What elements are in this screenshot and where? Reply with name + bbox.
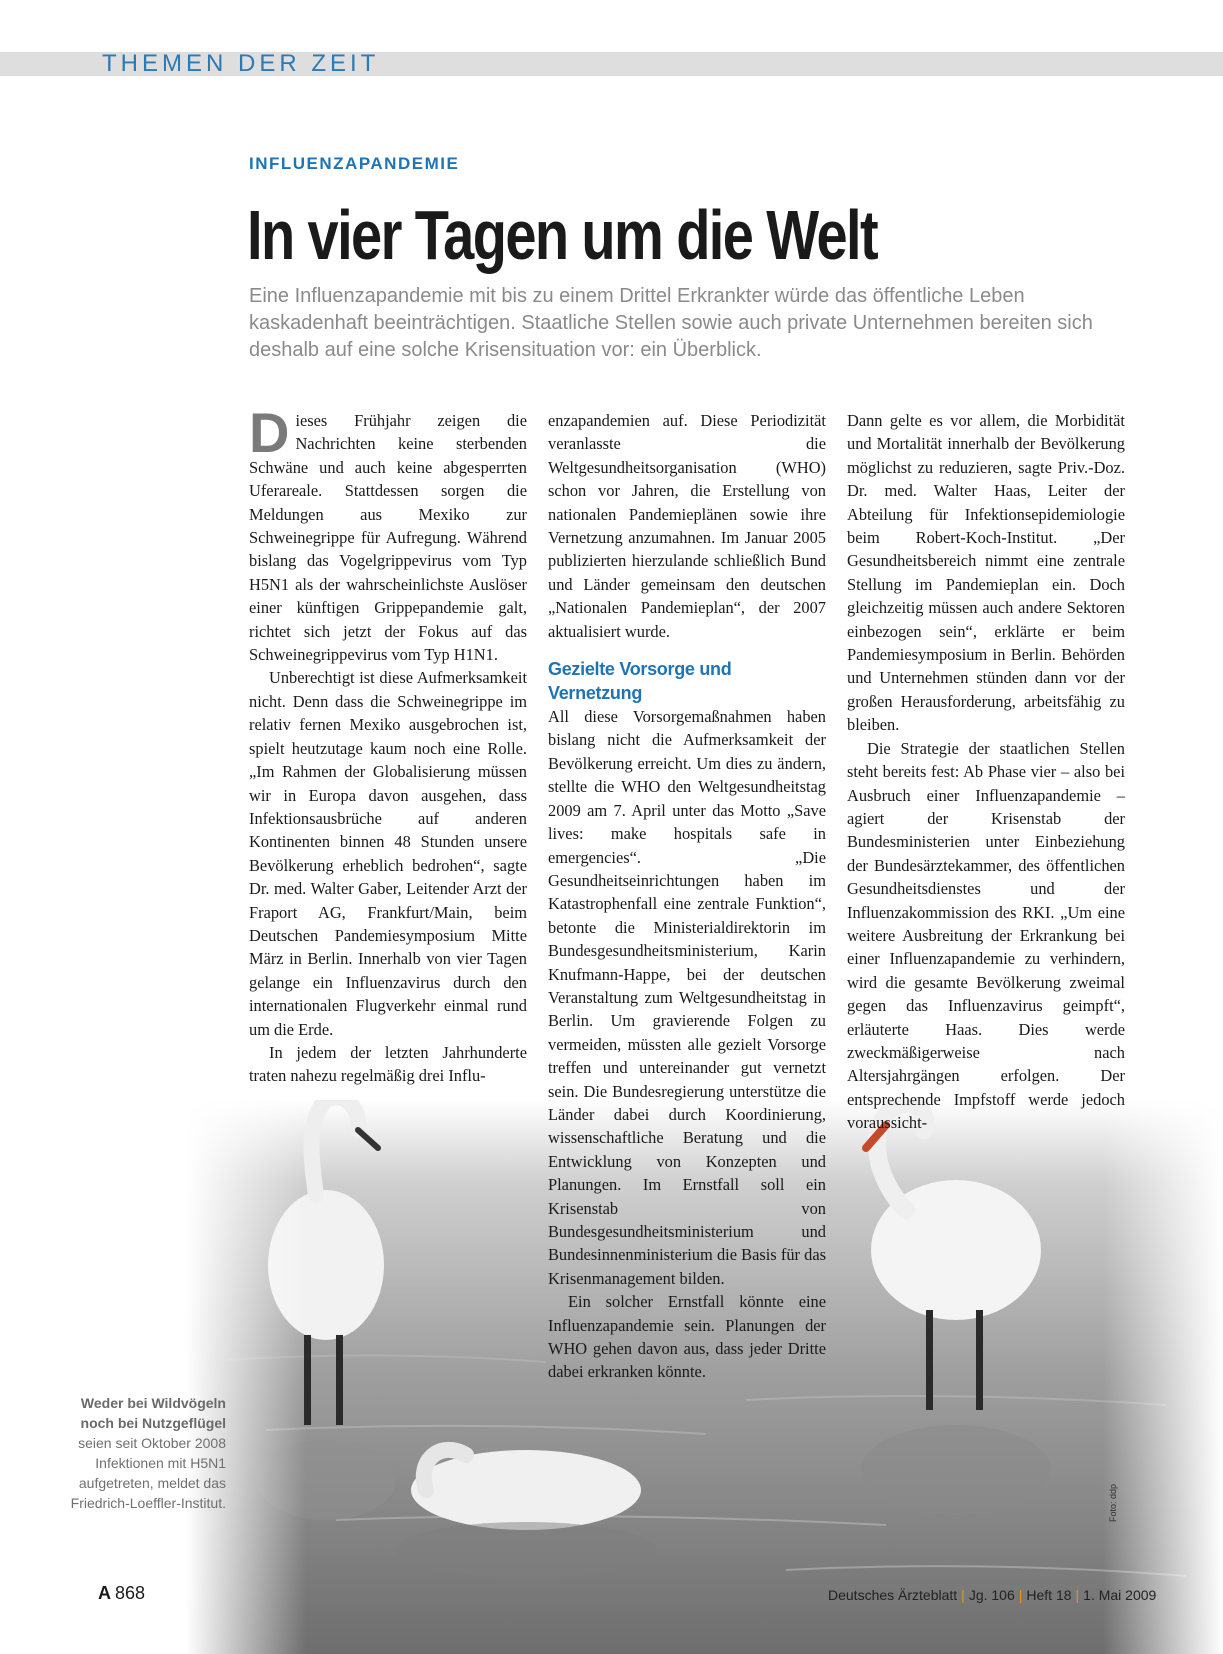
article-lead: Eine Influenzapandemie mit bis zu einem Drittel Erkrankter würde das öffentliche Leben kaskadenhaft beeinträchtigen. Staatliche Stellen sowie auch private Unternehmen bereiten sich deshalb auf eine solche Krisensituation vor: ein Überblick. (249, 285, 1093, 361)
article-kicker: INFLUENZAPANDEMIE (249, 154, 460, 173)
footer-separator: | (961, 1587, 965, 1603)
footer-separator: | (1075, 1587, 1080, 1603)
paragraph: Unberechtigt ist diese Aufmerksamkeit nicht. Denn dass die Schweinegrippe im relativ fernen Mexiko ausgebrochen ist, spielt heutzutage kaum noch eine Rolle. „Im Rahmen der Globalisierung müssen wir in Europa davon ausgehen, dass Infektionsausbrüche auf anderen Kontinenten binnen 48 Stunden unsere Bevölkerung erheblich bedrohen“, sagte Dr. med. Walter Gaber, Leitender Arzt der Fraport AG, Frankfurt/Main, beim Deutschen Pandemiesymposium Mitte März in Berlin. Innerhalb von vier Tagen gelange ein Influenzavirus durch den internationalen Flugverkehr einmal rund um die Erde. (249, 668, 527, 1039)
page-number (98, 1583, 145, 1604)
text-column-3 (847, 409, 1125, 1135)
swan-lying (396, 1450, 656, 1578)
photo-caption (60, 1393, 226, 1513)
text-column-1 (249, 401, 527, 1088)
journal-footer (828, 1587, 1156, 1603)
subheading: Gezielte Vorsorge und Vernetzung (548, 659, 732, 704)
journal-volume: Jg. 106 (968, 1587, 1015, 1603)
page-prefix: A (98, 1583, 111, 1603)
caption-text: seien seit Oktober 2008 Infektionen mit H5N1 aufgetreten, meldet das Friedrich-Loeffler-Institut. (70, 1435, 226, 1511)
paragraph: All diese Vorsorgemaßnahmen haben bislang nicht die Aufmerksamkeit der Bevölkerung erreicht. Um dies zu ändern, stellte die WHO den Weltgesundheitstag 2009 am 7. April unter das Motto „Save lives: make hospitals safe in emergencies“. „Die Gesundheitseinrichtungen haben im Katastrophenfall eine zentrale Funktion“, betonte die Ministerialdirektorin im Bundesgesundheitsministerium, Karin Knufmann-Happe, bei der deutschen Veranstaltung zum Weltgesundheitstag in Berlin. Um gravierende Folgen zu vermeiden, müssten alle gezielt Vorsorge treffen und untereinander gut vernetzt sein. Die Bundesregierung unterstütze die Länder dabei durch Koordinierung, wissenschaftliche Beratung und die Entwicklung von Konzepten und Planungen. Im Ernstfall soll ein Krisenstab von Bundesgesundheitsministerium und Bundesinnenministerium die Basis für das Krisenmanagement bilden. (548, 707, 826, 1288)
paragraph: Die Strategie der staatlichen Stellen steht bereits fest: Ab Phase vier – also bei Ausbruch einer Influenzapandemie – agiert der Krisenstab der Bundesministerien unter Einbeziehung der Bundesärztekammer, des öffentlichen Gesundheitsdienstes und der Influenzakommission des RKI. „Um eine weitere Ausbreitung der Erkrankung bei einer Influenzapandemie zu verhindern, wird die gesamte Bevölkerung zweimal gegen das Influenzavirus geimpft“, erläuterte Haas. Dies werde zweckmäßigerweise nach Altersjahrgängen erfolgen. Der entsprechende Impfstoff werde jedoch voraussicht- (847, 738, 1125, 1133)
paragraph: Ein solcher Ernstfall könnte eine Influenzapandemie sein. Planungen der WHO gehen davon aus, dass jeder Dritte dabei erkranken könnte. (548, 1292, 826, 1382)
footer-separator: | (1018, 1587, 1023, 1603)
section-label: THEMEN DER ZEIT (102, 50, 380, 77)
paragraph: In jedem der letzten Jahrhunderte traten nahezu regelmäßig drei Influ- (249, 1042, 527, 1086)
photo-credit: Foto: ddp (1108, 1483, 1118, 1522)
paragraph: Dann gelte es vor allem, die Morbidität und Mortalität innerhalb der Bevölkerung möglichst zu reduzieren, sagte Priv.-Doz. Dr. med. Walter Haas, Leiter der Abteilung für Infektionsepidemiologie beim Robert-Koch-Institut. „Der Gesundheitsbereich nimmt eine zentrale Stellung im Pandemieplan ein. Doch gleichzeitig müssen auch andere Sektoren einbezogen sein“, erklärte er beim Pandemiesymposium in Berlin. Behörden und Unternehmen stünden dann vor der großen Herausforderung, arbeitsfähig zu bleiben. (847, 411, 1125, 735)
article-title: In vier Tagen um die Welt (247, 196, 878, 274)
page-number-value: 868 (115, 1583, 146, 1603)
paragraph: enzapandemien auf. Diese Periodizität veranlasste die Weltgesundheitsorganisation (WHO) schon vor Jahren, die Erstellung von nationalen Pandemieplänen sowie ihre Vernetzung anzumahnen. Im Januar 2005 publizierten hierzulande schließlich Bund und Länder gemeinsam den deutschen „Nationalen Pandemieplan“, der 2007 aktualisiert wurde. (548, 411, 826, 641)
journal-issue: Heft 18 (1026, 1587, 1072, 1603)
paragraph (249, 401, 527, 666)
text-column-2 (548, 409, 826, 1384)
drop-cap: D (249, 401, 290, 464)
caption-bold: Weder bei Wildvögeln noch bei Nutzgeflügel (80, 1395, 226, 1431)
journal-date: 1. Mai 2009 (1083, 1587, 1157, 1603)
paragraph-text: ieses Frühjahr zeigen die Nachrichten keine sterbenden Schwäne und auch keine abgesperrten Uferareale. Stattdessen sorgen die Meldungen aus Mexiko zur Schweinegrippe für Aufregung. Während bislang das Vogelgrippevirus vom Typ H5N1 als der wahrscheinlichste Auslöser einer künftigen Grippepandemie galt, richtet sich jetzt der Fokus auf das Schweinegrippevirus vom Typ H1N1. (249, 411, 527, 665)
journal-name: Deutsches Ärzteblatt (828, 1587, 958, 1603)
